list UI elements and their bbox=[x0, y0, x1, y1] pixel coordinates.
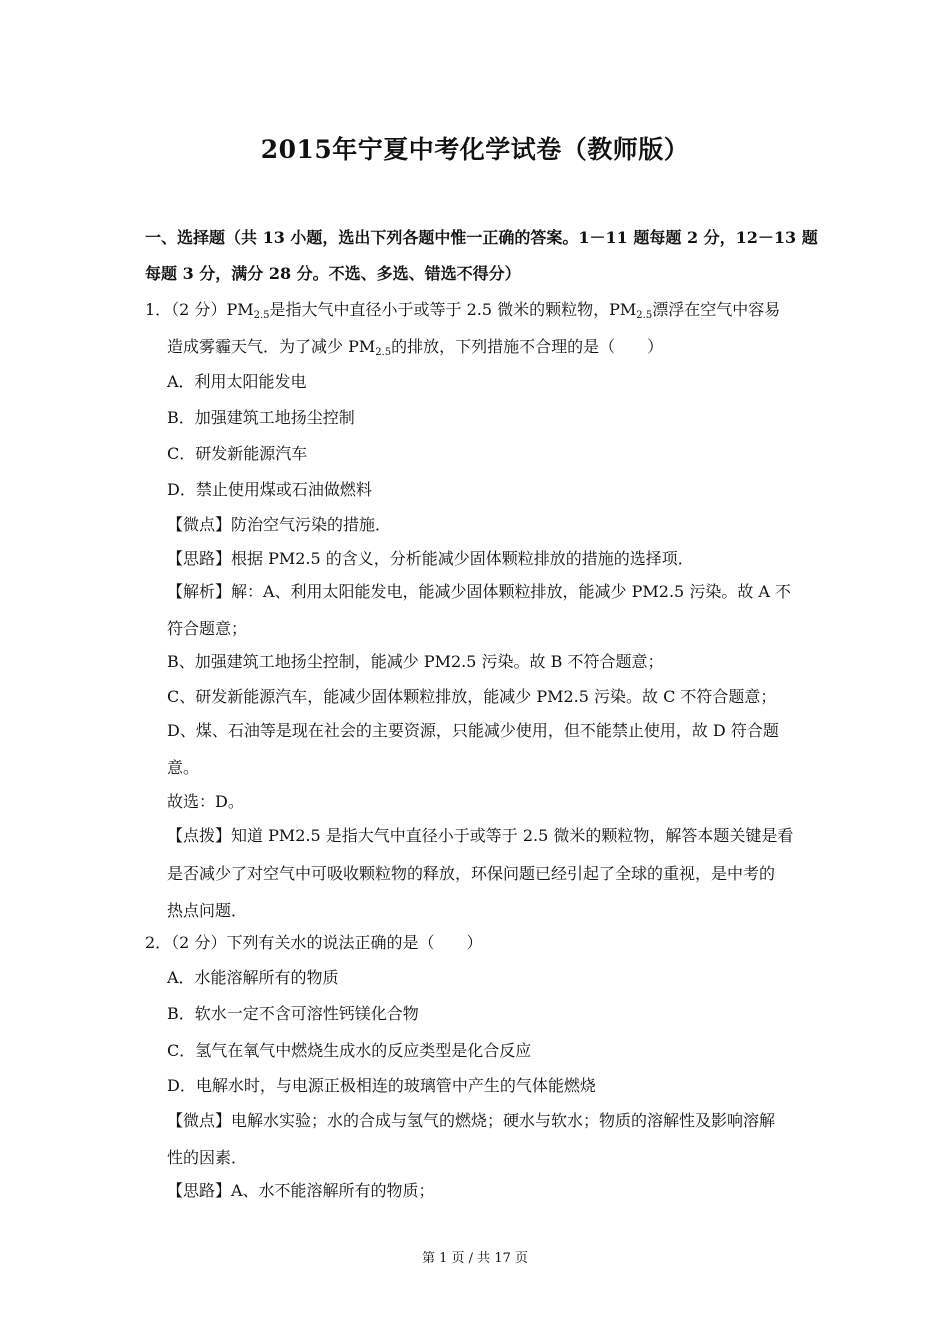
question-1-jiexi-c: C、研发新能源汽车，能减少固体颗粒排放，能减少 PM2.5 污染。故 C 不符合题意； bbox=[167, 687, 777, 706]
page-footer: 第 1 页 / 共 17 页 bbox=[422, 1251, 528, 1266]
question-1-stem-cont: 造成雾霾天气．为了减少 $PM_{2.5}$的排放，下列措施不合理的是（ ） bbox=[167, 337, 664, 358]
question-1-jiexi-b: B、加强建筑工地扬尘控制，能减少 PM2.5 污染。故 B 不符合题意； bbox=[167, 652, 664, 671]
page-title: 2015年宁夏中考化学试卷（教师版） bbox=[260, 135, 690, 164]
question-1-jiexi: 【解析】解：A、利用太阳能发电，能减少固体颗粒排放，能减少 PM2.5 污染。故 A 不 bbox=[167, 582, 792, 601]
question-1-dianbo-cont: 是否减少了对空气中可吸收颗粒物的释放，环保问题已经引起了全球的重视，是中考的 bbox=[167, 864, 776, 883]
section-heading-cont: 每题 3 分，满分 28 分。不选、多选、错选不得分） bbox=[145, 264, 521, 283]
question-1-weidian: 【微点】防治空气污染的措施． bbox=[167, 515, 392, 534]
question-1-option-d: D．禁止使用煤或石油做燃料 bbox=[167, 480, 372, 499]
question-2-option-c: C．氢气在氧气中燃烧生成水的反应类型是化合反应 bbox=[167, 1041, 532, 1060]
question-1-silu: 【思路】根据 PM2.5 的含义，分析能减少固体颗粒排放的措施的选择项． bbox=[167, 549, 694, 568]
question-2-weidian: 【微点】电解水实验；水的合成与氢气的燃烧；硬水与软水；物质的溶解性及影响溶解 bbox=[167, 1111, 776, 1130]
question-2-option-a: A．水能溶解所有的物质 bbox=[167, 968, 339, 987]
question-1-option-b: B．加强建筑工地扬尘控制 bbox=[167, 408, 355, 427]
question-2-option-d: D．电解水时，与电源正极相连的玻璃管中产生的气体能燃烧 bbox=[167, 1076, 596, 1095]
question-2-silu: 【思路】A、水不能溶解所有的物质； bbox=[167, 1181, 435, 1200]
question-1-jiexi-cont: 符合题意； bbox=[167, 619, 248, 638]
question-1-dianbo-end: 热点问题． bbox=[167, 901, 248, 920]
question-1-dianbo: 【点拨】知道 PM2.5 是指大气中直径小于或等于 2.5 微米的颗粒物，解答本题关键是看 bbox=[167, 826, 794, 845]
question-1-option-a: A．利用太阳能发电 bbox=[167, 372, 307, 391]
question-1-option-c: C．研发新能源汽车 bbox=[167, 444, 308, 463]
question-1-jiexi-d: D、煤、石油等是现在社会的主要资源，只能减少使用，但不能禁止使用，故 D 符合题 bbox=[167, 721, 779, 740]
question-1-answer: 故选：D。 bbox=[167, 792, 244, 811]
section-heading: 一、选择题（共 13 小题，选出下列各题中惟一正确的答案。1－11 题每题 2 分，12－13 题 bbox=[145, 228, 818, 247]
question-2-option-b: B．软水一定不含可溶性钙镁化合物 bbox=[167, 1004, 419, 1023]
question-2-weidian-cont: 性的因素． bbox=[167, 1148, 248, 1167]
question-1-jiexi-d-cont: 意。 bbox=[167, 758, 200, 777]
question-1-stem: 1．（2 分）$PM_{2.5}$是指大气中直径小于或等于 2.5 微米的颗粒物，$PM_{2.5}$漂浮在空气中容易 bbox=[145, 300, 781, 321]
question-2-stem: 2．（2 分）下列有关水的说法正确的是（ ） bbox=[145, 933, 483, 952]
